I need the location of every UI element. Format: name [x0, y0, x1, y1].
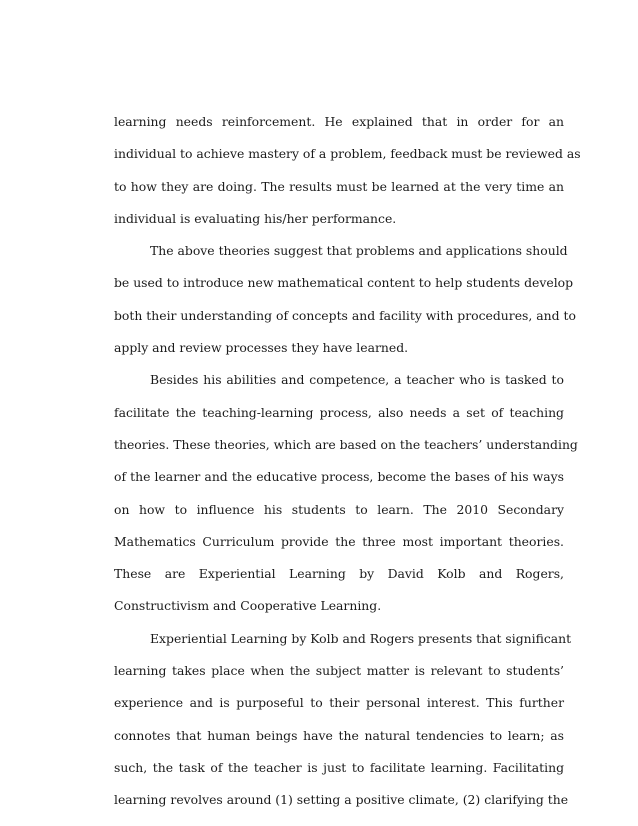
- text-line: individual is evaluating his/her performance.: [114, 210, 397, 226]
- text-line: learning takes place when the subject matter is relevant to students’: [114, 663, 564, 679]
- text-line: individual to achieve mastery of a problem, feedback must be reviewed as: [114, 146, 581, 162]
- text-line: Constructivism and Cooperative Learning.: [114, 598, 382, 614]
- text-line: such, the task of the teacher is just to facilitate learning. Facilitating: [114, 759, 564, 775]
- text-line: be used to introduce new mathematical content to help students develop: [114, 275, 574, 291]
- text-line: of the learner and the educative process, become the bases of his ways: [114, 469, 564, 485]
- text-line: on how to influence his students to learn. The 2010 Secondary: [114, 501, 564, 517]
- text-line: both their understanding of concepts and facility with procedures, and to: [114, 307, 576, 323]
- text-line: to how they are doing. The results must be learned at the very time an: [114, 178, 564, 194]
- paragraph-first-line: Experiential Learning by Kolb and Rogers presents that significant: [150, 630, 572, 646]
- text-line: facilitate the teaching-learning process, also needs a set of teaching: [114, 404, 564, 420]
- text-line: theories. These theories, which are based on the teachers’ understanding: [114, 436, 578, 452]
- text-line: learning needs reinforcement. He explained that in order for an: [114, 114, 564, 129]
- text-line: experience and is purposeful to their personal interest. This further: [114, 695, 564, 711]
- text-line: These are Experiential Learning by David Kolb and Rogers,: [114, 566, 564, 582]
- text-line: learning revolves around (1) setting a positive climate, (2) clarifying the: [114, 792, 569, 808]
- body-text: [114, 110, 581, 821]
- text-line: connotes that human beings have the natural tendencies to learn; as: [114, 727, 564, 743]
- paragraph-first-line: Besides his abilities and competence, a teacher who is tasked to: [150, 372, 564, 388]
- paragraph-first-line: The above theories suggest that problems and applications should: [150, 243, 568, 259]
- text-line: Mathematics Curriculum provide the three most important theories.: [114, 533, 564, 549]
- text-line: apply and review processes they have learned.: [114, 340, 409, 356]
